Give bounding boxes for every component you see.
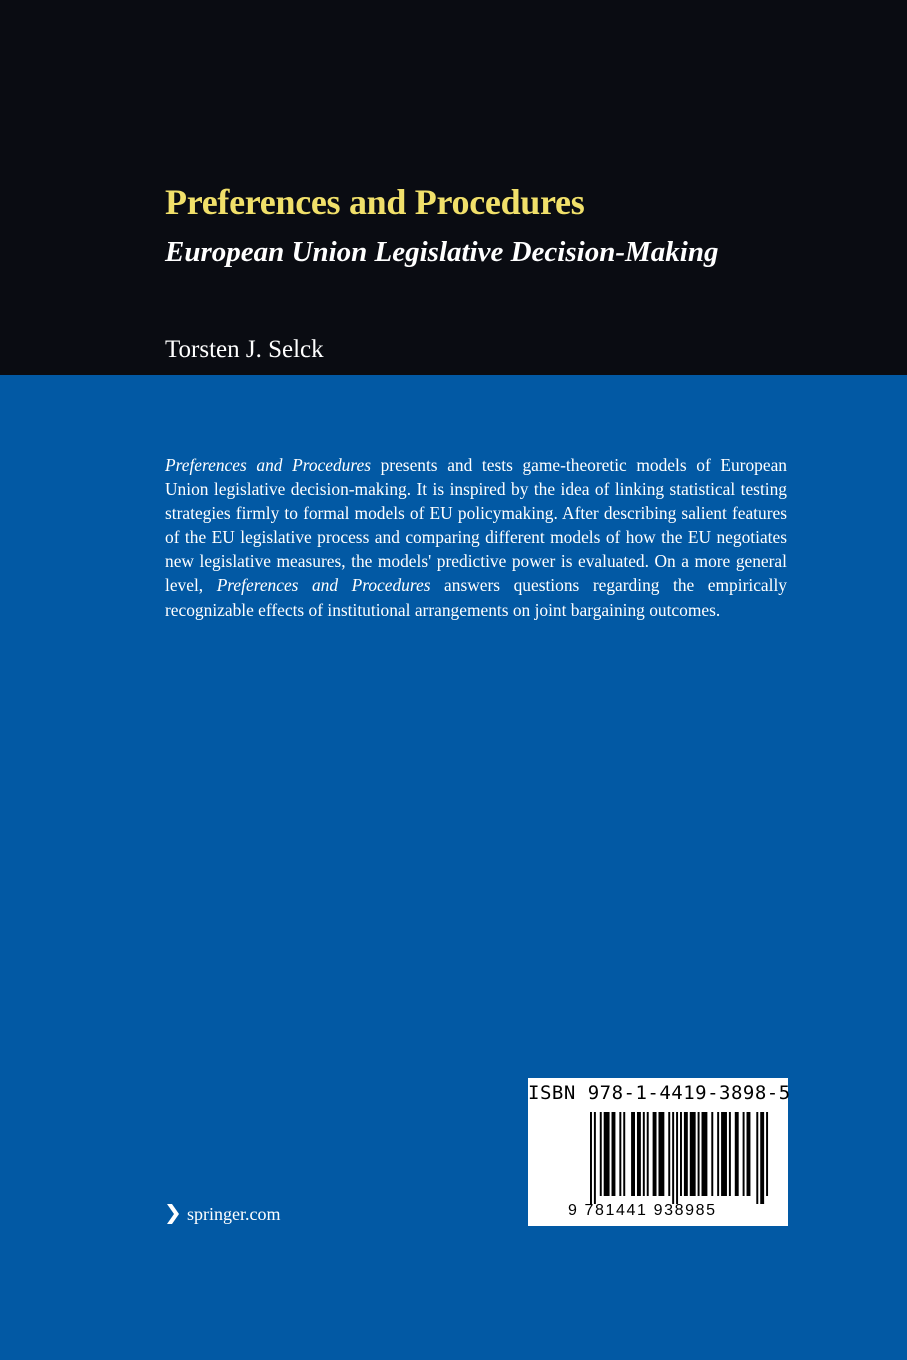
- barcode-bar: [594, 1112, 596, 1204]
- barcode-panel: [528, 1078, 791, 1226]
- barcode-bars: [590, 1112, 770, 1204]
- barcode-bar: [590, 1112, 592, 1204]
- barcode-bar: [647, 1112, 649, 1196]
- isbn-label: ISBN 978-1-4419-3898-5: [528, 1082, 791, 1104]
- description-title-ref-2: Preferences and Procedures: [216, 575, 431, 596]
- barcode-bar: [721, 1112, 727, 1196]
- barcode-bar: [658, 1112, 664, 1196]
- barcode-bar: [760, 1112, 764, 1204]
- book-title: Preferences and Procedures: [165, 182, 585, 222]
- barcode-bar: [612, 1112, 616, 1196]
- book-description: [165, 453, 787, 622]
- barcode-bar: [680, 1112, 682, 1196]
- barcode-bar: [600, 1112, 602, 1196]
- publisher-website[interactable]: [165, 1202, 280, 1226]
- barcode-bar: [702, 1112, 708, 1196]
- barcode-bar: [623, 1112, 625, 1196]
- description-text-1: presents and tests game-theoretic models of European Union legislative decision-making. It is inspired by the idea of linking statistical testing strategies firmly to formal models of EU policymaking. After describing salient features of the EU legislative process and comparing different models of how the EU negotiates new legislative measures, the models' predictive power is evaluated. On a more general level,: [165, 455, 787, 596]
- description-text-2: answers questions regarding the empirically recognizable effects of institutional arrangements on joint bargaining outcomes.: [165, 575, 787, 620]
- barcode-bar: [668, 1112, 670, 1196]
- description-title-ref-1: Preferences and Procedures: [165, 455, 371, 475]
- barcode-bar: [735, 1112, 739, 1196]
- barcode-bar: [766, 1112, 768, 1196]
- barcode-bar: [684, 1112, 688, 1196]
- website-label: springer.com: [187, 1203, 281, 1224]
- barcode-bar: [653, 1112, 657, 1196]
- barcode-bar: [643, 1112, 645, 1196]
- barcode-bar: [676, 1112, 678, 1204]
- ean-digits: 9 781441 938985: [568, 1202, 717, 1219]
- book-subtitle: European Union Legislative Decision-Making: [165, 236, 719, 268]
- barcode-bar: [619, 1112, 621, 1196]
- author-name: Torsten J. Selck: [165, 336, 324, 363]
- barcode-bar: [711, 1112, 713, 1196]
- barcode-bar: [729, 1112, 731, 1196]
- barcode-bar: [717, 1112, 719, 1196]
- barcode-bar: [631, 1112, 635, 1196]
- chevron-right-icon: [165, 1203, 181, 1225]
- barcode-bar: [747, 1112, 751, 1196]
- barcode-bar: [604, 1112, 610, 1196]
- barcode-bar: [672, 1112, 674, 1204]
- barcode-bar: [756, 1112, 758, 1204]
- barcode-bar: [698, 1112, 700, 1196]
- barcode-bar: [637, 1112, 641, 1196]
- barcode-bar: [743, 1112, 745, 1196]
- barcode-bar: [690, 1112, 696, 1196]
